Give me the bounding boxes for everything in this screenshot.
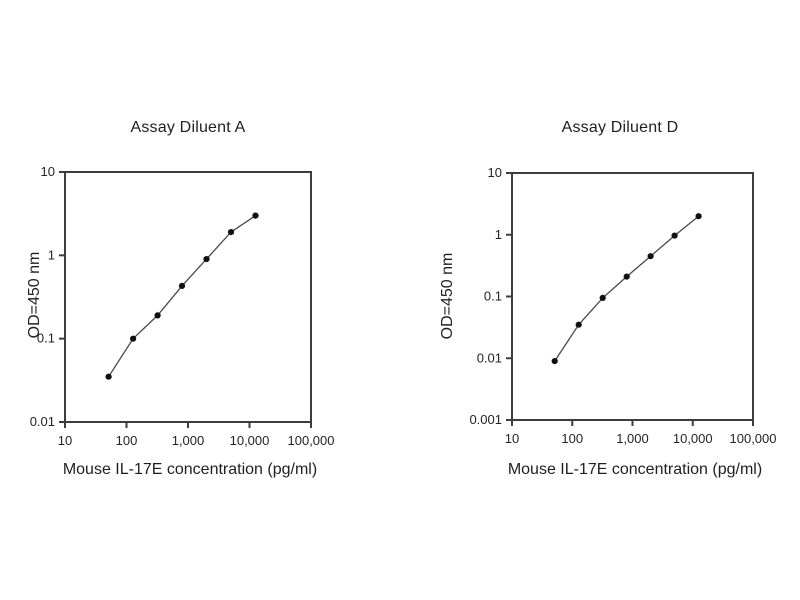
y-tick-label: 0.1 xyxy=(36,330,55,346)
y-tick-label: 0.01 xyxy=(29,414,55,429)
data-point-marker xyxy=(624,274,630,280)
plot-box xyxy=(512,173,753,420)
y-axis-label-diluent-a: OD=450 nm xyxy=(26,251,43,339)
series-line xyxy=(109,216,256,377)
x-axis-label-diluent-a: Mouse IL-17E concentration (pg/ml) xyxy=(62,461,318,478)
data-point-marker xyxy=(696,213,702,219)
y-tick-label: 1 xyxy=(494,226,502,242)
data-point-marker xyxy=(252,213,258,219)
data-point-marker xyxy=(203,256,209,262)
y-tick-label: 0.01 xyxy=(476,350,502,366)
series-line xyxy=(555,216,699,361)
data-point-marker xyxy=(648,253,654,259)
plot-box xyxy=(65,172,311,422)
x-axis-label-diluent-d: Mouse IL-17E concentration (pg/ml) xyxy=(507,461,763,478)
data-point-marker xyxy=(106,374,112,380)
data-point-marker xyxy=(130,336,136,342)
data-point-marker xyxy=(179,283,185,289)
x-tick-label: 1,000 xyxy=(616,431,649,446)
plot-diluent-d xyxy=(469,165,776,446)
data-point-marker xyxy=(576,322,582,328)
x-tick-label: 1,000 xyxy=(171,433,205,448)
data-point-marker xyxy=(600,295,606,301)
x-tick-label: 10 xyxy=(504,431,520,446)
data-point-marker xyxy=(552,358,558,364)
x-axis-ticks xyxy=(505,420,777,446)
chart-title-diluent-d: Assay Diluent D xyxy=(561,119,679,136)
y-tick-label: 10 xyxy=(40,164,55,179)
x-tick-label: 100 xyxy=(561,431,584,446)
data-point-marker xyxy=(672,233,678,239)
chart-title-diluent-a: Assay Diluent A xyxy=(130,119,246,136)
y-tick-label: 1 xyxy=(47,247,55,263)
x-tick-label: 10,000 xyxy=(229,433,270,448)
x-tick-label: 100,000 xyxy=(729,431,777,446)
data-point-marker xyxy=(228,229,234,235)
x-tick-label: 10 xyxy=(57,433,73,448)
plot-diluent-a xyxy=(30,164,335,448)
y-tick-label: 10 xyxy=(487,165,502,180)
x-tick-label: 100,000 xyxy=(287,433,335,448)
x-axis-ticks xyxy=(58,422,335,448)
x-tick-label: 100 xyxy=(115,433,138,448)
y-axis-label-diluent-d: OD=450 nm xyxy=(439,252,456,340)
y-tick-label: 0.1 xyxy=(483,288,502,304)
data-point-marker xyxy=(155,312,161,318)
y-axis-ticks xyxy=(469,165,512,427)
x-tick-label: 10,000 xyxy=(672,431,713,446)
y-tick-label: 0.001 xyxy=(469,412,502,427)
